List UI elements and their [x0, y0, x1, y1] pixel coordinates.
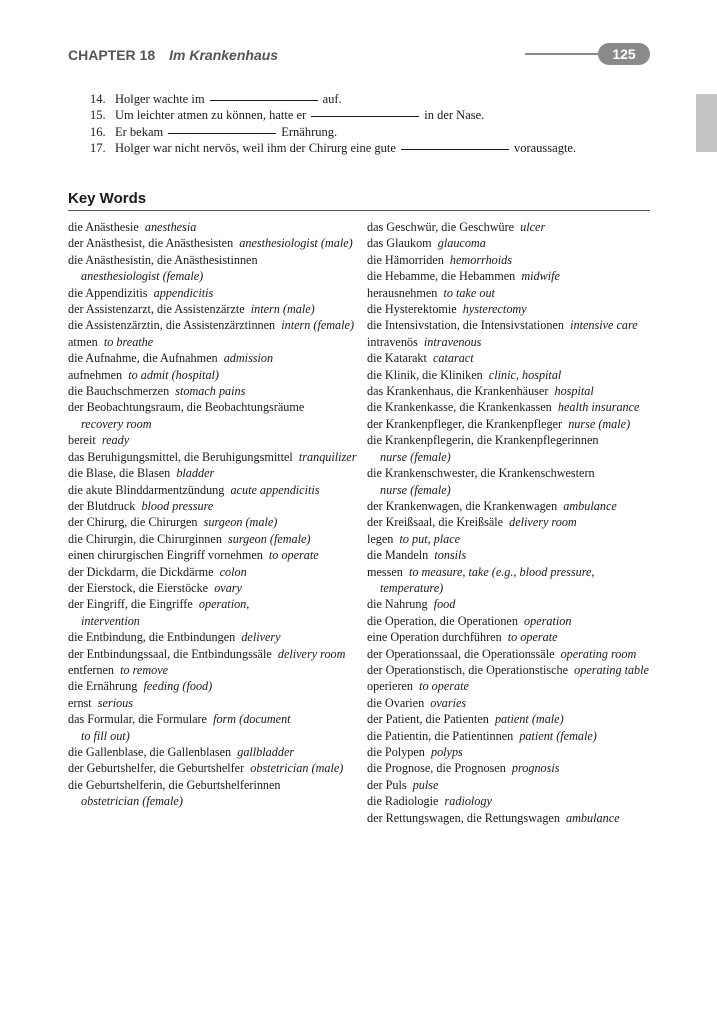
glossary-entry	[367, 646, 657, 662]
english-translation: radiology	[444, 794, 492, 809]
chapter-label: CHAPTER 18	[68, 47, 156, 63]
german-term: die Anästhesie	[68, 220, 139, 234]
chapter-title: Im Krankenhaus	[169, 47, 279, 63]
german-term: die Klinik, die Kliniken	[367, 367, 483, 382]
exercise-text-before: Er bekam	[115, 124, 164, 139]
german-term: der Kreißsaal, die Kreißsäle	[367, 515, 504, 530]
glossary-entry	[367, 596, 657, 612]
german-term: die Appendizitis	[68, 285, 148, 300]
english-translation-continued: intervention	[81, 613, 140, 628]
glossary-entry	[68, 367, 358, 383]
glossary-entry	[367, 383, 657, 399]
glossary-entry	[367, 760, 657, 776]
german-term: die Entbindung, die Entbindungen	[68, 630, 236, 645]
glossary-entry	[367, 399, 657, 415]
exercise-number: 16.	[90, 124, 106, 139]
answer-blank	[401, 148, 509, 150]
header-rule	[525, 53, 605, 55]
glossary-entry	[68, 678, 358, 694]
glossary-entry	[68, 662, 358, 678]
glossary-entry	[367, 219, 657, 235]
answer-blank	[168, 132, 276, 134]
german-term: die Nahrung	[367, 597, 428, 612]
glossary-entry	[367, 465, 657, 498]
exercise-text-after: Ernährung.	[281, 124, 338, 139]
key-words-heading: Key Words	[68, 190, 147, 207]
glossary-entry	[68, 482, 358, 498]
glossary-entry	[367, 235, 657, 251]
glossary-entry	[68, 449, 358, 465]
english-translation: to breathe	[103, 334, 154, 349]
english-translation: stomach pains	[175, 384, 246, 399]
german-term: der Assistenzarzt, die Assistenzärzte	[68, 302, 245, 317]
german-term: das Geschwür, die Geschwüre	[367, 220, 515, 234]
english-translation: form (document	[213, 712, 291, 727]
german-term: das Beruhigungsmittel, die Beruhigungsmittel	[68, 449, 293, 464]
english-translation: clinic, hospital	[488, 367, 562, 382]
english-translation: ready	[101, 433, 130, 448]
english-translation: to admit (hospital)	[128, 367, 219, 382]
german-term: die Gallenblase, die Gallenblasen	[68, 745, 232, 759]
english-translation: operation,	[198, 597, 250, 612]
german-term: atmen	[68, 334, 98, 349]
glossary-entry	[68, 399, 358, 432]
glossary-entry	[367, 334, 657, 350]
english-translation: polyps	[430, 745, 463, 759]
exercise-text-before: Holger war nicht nervös, weil ihm der Chirurg eine gute	[115, 140, 396, 155]
german-term: die Intensivstation, die Intensivstationen	[367, 318, 564, 333]
german-term: einen chirurgischen Eingriff vornehmen	[68, 548, 263, 563]
german-term: der Blutdruck	[68, 498, 136, 513]
english-translation: nurse (male)	[568, 416, 631, 431]
german-term: der Dickdarm, die Dickdärme	[68, 564, 214, 579]
glossary-entry	[68, 564, 358, 580]
german-term: die akute Blinddarmentzündung	[68, 482, 225, 497]
exercise-number: 14.	[90, 92, 106, 106]
english-translation: patient (male)	[494, 712, 564, 727]
english-translation: recovery room	[81, 416, 152, 431]
german-term: der Geburtshelfer, die Geburtshelfer	[68, 761, 245, 776]
german-term: die Krankenpflegerin, die Krankenpflegerinnen	[367, 433, 599, 448]
glossary-entry	[68, 629, 358, 645]
german-term: der Eierstock, die Eierstöcke	[68, 580, 209, 595]
german-term: der Eingriff, die Eingriffe	[68, 597, 193, 612]
english-translation: ovaries	[430, 695, 467, 710]
exercise-number: 17.	[90, 140, 106, 155]
english-translation: gallbladder	[237, 745, 295, 759]
english-translation: operating table	[574, 662, 649, 677]
glossary-entry	[68, 711, 358, 744]
german-term: die Hämorriden	[367, 252, 444, 267]
english-translation: obstetrician (female)	[81, 794, 183, 809]
exercise-text-before: Um leichter atmen zu können, hatte er	[115, 108, 307, 123]
german-term: die Patientin, die Patientinnen	[367, 728, 514, 743]
key-words-right-column	[367, 219, 657, 826]
glossary-entry	[68, 219, 358, 235]
german-term: das Formular, die Formulare	[68, 712, 207, 727]
english-translation: food	[433, 597, 456, 612]
german-term: die Bauchschmerzen	[68, 384, 170, 399]
glossary-entry	[367, 613, 657, 629]
english-translation: nurse (female)	[380, 449, 451, 464]
english-translation: delivery room	[509, 515, 577, 530]
glossary-entry	[367, 777, 657, 793]
english-translation: surgeon (female)	[228, 531, 311, 546]
german-term: operieren	[367, 679, 414, 694]
glossary-entry	[68, 531, 358, 547]
english-translation: admission	[223, 351, 274, 366]
english-translation: colon	[219, 564, 247, 579]
glossary-entry	[68, 744, 358, 760]
running-header	[68, 45, 278, 65]
english-translation: hysterectomy	[462, 302, 527, 317]
german-term: ernst	[68, 695, 92, 710]
english-translation: blood pressure	[141, 498, 214, 513]
glossary-entry	[367, 268, 657, 284]
glossary-entry	[367, 662, 657, 678]
german-term: die Assistenzärztin, die Assistenzärztinnen	[68, 318, 276, 333]
glossary-entry	[367, 350, 657, 366]
english-translation: ambulance	[566, 810, 620, 825]
english-translation: to operate	[268, 548, 319, 563]
glossary-entry	[68, 285, 358, 301]
glossary-entry	[367, 793, 657, 809]
german-term: der Patient, die Patienten	[367, 712, 489, 727]
glossary-entry	[68, 317, 358, 333]
glossary-entry	[367, 744, 657, 760]
german-term: der Beobachtungsraum, die Beobachtungsräume	[68, 400, 305, 415]
english-translation: serious	[97, 695, 134, 710]
glossary-entry	[68, 547, 358, 563]
english-translation: to operate	[419, 679, 469, 694]
english-translation: hospital	[554, 384, 594, 399]
exercise-text-after: voraussagte.	[513, 140, 577, 155]
german-term: der Rettungswagen, die Rettungswagen	[367, 810, 560, 825]
glossary-entry	[68, 334, 358, 350]
english-translation: acute appendicitis	[230, 482, 320, 497]
english-translation: feeding (food)	[143, 679, 213, 694]
german-term: die Aufnahme, die Aufnahmen	[68, 351, 218, 366]
glossary-entry	[367, 695, 657, 711]
english-translation: bladder	[176, 466, 215, 481]
german-term: die Anästhesistin, die Anästhesistinnen	[68, 252, 258, 267]
english-translation: patient (female)	[519, 728, 597, 743]
glossary-entry	[367, 317, 657, 333]
english-translation: surgeon (male)	[203, 515, 278, 530]
english-translation: to operate	[507, 630, 558, 645]
glossary-entry	[367, 629, 657, 645]
key-words-left-column	[68, 219, 358, 810]
glossary-entry	[367, 547, 657, 563]
german-term: der Chirurg, die Chirurgen	[68, 515, 198, 530]
german-term: die Mandeln	[367, 548, 429, 563]
german-term: die Polypen	[367, 745, 425, 759]
german-term: die Krankenkasse, die Krankenkassen	[367, 400, 552, 415]
german-term: bereit	[68, 433, 96, 448]
glossary-entry	[68, 580, 358, 596]
english-translation: intensive care	[570, 318, 638, 333]
glossary-entry	[367, 564, 657, 597]
english-translation-continued: to fill out)	[81, 728, 130, 743]
glossary-entry	[68, 252, 358, 285]
english-translation: anesthesiologist (female)	[81, 269, 204, 284]
german-term: eine Operation durchführen	[367, 630, 502, 645]
exercise-list	[90, 91, 576, 156]
german-term: der Krankenwagen, die Krankenwagen	[367, 498, 558, 513]
glossary-entry	[367, 432, 657, 465]
english-translation: to put, place	[399, 531, 461, 546]
english-translation: intravenous	[423, 334, 482, 349]
english-translation: glaucoma	[437, 236, 486, 251]
english-translation: pulse	[412, 777, 439, 792]
german-term: die Prognose, die Prognosen	[367, 761, 506, 776]
glossary-entry	[367, 531, 657, 547]
english-translation: to remove	[120, 662, 169, 677]
english-translation: nurse (female)	[380, 482, 451, 497]
exercise-number: 15.	[90, 108, 106, 123]
german-term: der Puls	[367, 777, 407, 792]
glossary-entry	[68, 514, 358, 530]
english-translation: operation	[524, 613, 572, 628]
glossary-entry	[68, 465, 358, 481]
glossary-entry	[367, 810, 657, 826]
glossary-entry	[68, 301, 358, 317]
glossary-entry	[367, 416, 657, 432]
english-translation: ulcer	[520, 220, 546, 234]
english-translation: hemorrhoids	[449, 252, 512, 267]
english-translation: intern (male)	[250, 302, 315, 317]
german-term: die Ernährung	[68, 679, 138, 694]
glossary-entry	[68, 646, 358, 662]
glossary-entry	[367, 252, 657, 268]
german-term: der Anästhesist, die Anästhesisten	[68, 236, 234, 251]
glossary-entry	[367, 498, 657, 514]
glossary-entry	[367, 285, 657, 301]
glossary-entry	[68, 498, 358, 514]
english-translation: operating room	[560, 646, 637, 661]
exercise-text-after: in der Nase.	[424, 108, 485, 123]
german-term: der Krankenpfleger, die Krankenpfleger	[367, 416, 563, 431]
exercise-item	[90, 124, 576, 140]
german-term: die Geburtshelferin, die Geburtshelferinnen	[68, 777, 281, 792]
glossary-entry	[367, 514, 657, 530]
answer-blank	[311, 115, 419, 117]
glossary-entry	[367, 728, 657, 744]
english-translation: midwife	[521, 269, 560, 284]
english-translation: to measure, take (e.g., blood pressure,	[408, 564, 595, 579]
german-term: messen	[367, 564, 403, 579]
english-translation: appendicitis	[153, 285, 214, 300]
english-translation: delivery room	[277, 646, 346, 661]
answer-blank	[210, 99, 318, 101]
glossary-entry	[68, 760, 358, 776]
german-term: das Krankenhaus, die Krankenhäuser	[367, 384, 549, 399]
german-term: die Operation, die Operationen	[367, 613, 518, 628]
german-term: die Ovarien	[367, 695, 425, 710]
exercise-item	[90, 107, 576, 123]
english-translation: ovary	[214, 580, 242, 595]
english-translation: prognosis	[511, 761, 560, 776]
glossary-entry	[68, 432, 358, 448]
page-number-badge: 125	[598, 43, 650, 65]
german-term: der Entbindungssaal, die Entbindungssäle	[68, 646, 272, 661]
english-translation: delivery	[241, 630, 281, 645]
english-translation: cataract	[432, 351, 474, 366]
english-translation: tranquilizer	[298, 449, 357, 464]
glossary-entry	[68, 777, 358, 810]
exercise-text-after: auf.	[322, 92, 342, 106]
english-translation: to take out	[443, 285, 495, 300]
thumb-tab	[696, 94, 717, 152]
english-translation-continued: temperature)	[380, 580, 444, 595]
german-term: legen	[367, 531, 394, 546]
german-term: die Hebamme, die Hebammen	[367, 269, 516, 284]
german-term: die Katarakt	[367, 351, 427, 366]
german-term: die Hysterektomie	[367, 302, 457, 317]
german-term: herausnehmen	[367, 285, 438, 300]
exercise-text-before: Holger wachte im	[115, 92, 205, 106]
glossary-entry	[367, 678, 657, 694]
glossary-entry	[367, 711, 657, 727]
german-term: die Blase, die Blasen	[68, 466, 171, 481]
glossary-entry	[367, 301, 657, 317]
english-translation: anesthesia	[144, 220, 197, 234]
glossary-entry	[68, 235, 358, 251]
english-translation: intern (female)	[281, 318, 354, 333]
english-translation: tonsils	[434, 548, 467, 563]
exercise-item	[90, 140, 576, 156]
english-translation: anesthesiologist (male)	[239, 236, 353, 251]
glossary-entry	[68, 383, 358, 399]
exercise-item	[90, 91, 576, 107]
english-translation: ambulance	[563, 498, 617, 513]
glossary-entry	[68, 695, 358, 711]
german-term: intravenös	[367, 334, 418, 349]
english-translation: health insurance	[557, 400, 640, 415]
german-term: die Chirurgin, die Chirurginnen	[68, 531, 222, 546]
glossary-entry	[68, 596, 358, 629]
german-term: aufnehmen	[68, 367, 123, 382]
german-term: die Krankenschwester, die Krankenschwestern	[367, 466, 595, 481]
german-term: das Glaukom	[367, 236, 432, 251]
glossary-entry	[367, 367, 657, 383]
glossary-entry	[68, 350, 358, 366]
german-term: der Operationssaal, die Operationssäle	[367, 646, 555, 661]
german-term: die Radiologie	[367, 794, 439, 809]
english-translation: obstetrician (male)	[250, 761, 344, 776]
german-term: entfernen	[68, 662, 115, 677]
key-words-rule	[68, 210, 650, 211]
german-term: der Operationstisch, die Operationstische	[367, 662, 569, 677]
